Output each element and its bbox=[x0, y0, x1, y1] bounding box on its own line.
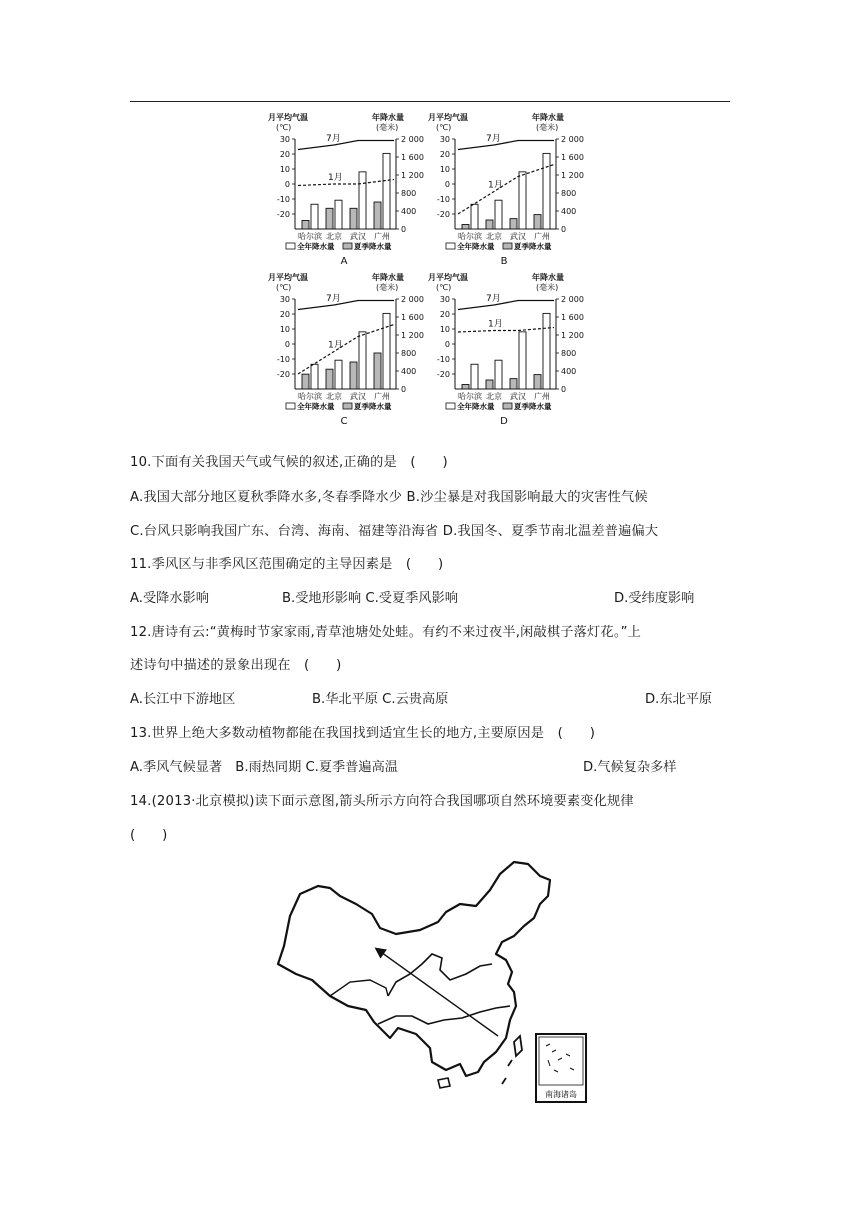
left-axis-title: 月平均气温 bbox=[428, 113, 468, 122]
precip-tick-label: 1 600 bbox=[561, 313, 584, 322]
legend-annual-label: 全年降水量 bbox=[457, 242, 495, 251]
bar-annual bbox=[335, 360, 342, 389]
question-10-options-cd: C.台风只影响我国广东、台湾、海南、福建等沿海省 D.我国冬、夏季节南北温差普遍偏大 bbox=[130, 524, 659, 539]
bar-annual bbox=[495, 200, 502, 229]
precip-tick-label: 2 000 bbox=[561, 295, 584, 304]
temp-tick-label: -20 bbox=[276, 210, 290, 219]
precip-tick-label: 800 bbox=[561, 349, 577, 358]
bar-annual bbox=[335, 200, 342, 229]
right-axis-title: 年降水量 bbox=[372, 113, 404, 122]
precip-tick-label: 1 600 bbox=[401, 313, 424, 322]
category-label: 广州 bbox=[534, 392, 550, 401]
island-dashes bbox=[502, 1060, 512, 1084]
precip-tick-label: 2 000 bbox=[401, 295, 424, 304]
legend-annual-swatch bbox=[286, 243, 295, 249]
temp-tick-label: -10 bbox=[276, 355, 290, 364]
left-axis-title: 月平均气温 bbox=[268, 113, 308, 122]
temp-tick-label: -10 bbox=[276, 195, 290, 204]
july-label: 7月 bbox=[326, 134, 341, 144]
left-axis-unit: (℃) bbox=[276, 283, 292, 292]
bar-summer bbox=[462, 225, 469, 230]
temp-tick-label: 10 bbox=[439, 165, 450, 174]
precip-tick-label: 1 600 bbox=[401, 153, 424, 162]
chart-b bbox=[428, 112, 593, 274]
question-11-option-a: A.受降水影响 bbox=[130, 591, 209, 606]
precip-tick-label: 1 600 bbox=[561, 153, 584, 162]
bar-summer bbox=[510, 379, 517, 389]
left-axis-title: 月平均气温 bbox=[268, 273, 308, 282]
bar-annual bbox=[519, 172, 526, 229]
precip-tick-label: 0 bbox=[401, 385, 407, 394]
temp-tick-label: 30 bbox=[279, 295, 290, 304]
category-label: 武汉 bbox=[350, 232, 366, 241]
jan-temp-line bbox=[458, 328, 554, 333]
category-label: 武汉 bbox=[510, 392, 526, 401]
question-12-option-a: A.长江中下游地区 bbox=[130, 692, 236, 707]
category-label: 哈尔滨 bbox=[298, 392, 322, 401]
left-axis-unit: (℃) bbox=[436, 123, 452, 132]
question-12-options-bc: B.华北平原 C.云贵高原 bbox=[312, 692, 449, 707]
inset-label: 南海诸岛 bbox=[545, 1090, 577, 1099]
bar-summer bbox=[326, 369, 333, 389]
category-label: 武汉 bbox=[510, 232, 526, 241]
precip-tick-label: 400 bbox=[561, 207, 577, 216]
july-label: 7月 bbox=[486, 134, 501, 144]
right-axis-title: 年降水量 bbox=[532, 273, 564, 282]
precip-tick-label: 0 bbox=[401, 225, 407, 234]
temp-tick-label: 30 bbox=[279, 135, 290, 144]
left-axis-unit: (℃) bbox=[276, 123, 292, 132]
question-12-option-d: D.东北平原 bbox=[645, 692, 713, 707]
header-rule bbox=[130, 101, 730, 102]
precip-tick-label: 0 bbox=[561, 225, 567, 234]
legend-annual-label: 全年降水量 bbox=[297, 402, 335, 411]
hainan-island bbox=[438, 1078, 450, 1088]
legend-annual-swatch bbox=[446, 403, 455, 409]
bar-summer bbox=[462, 385, 469, 390]
taiwan-island bbox=[514, 1036, 522, 1056]
chart-letter: B bbox=[500, 256, 508, 267]
legend-annual-label: 全年降水量 bbox=[297, 242, 335, 251]
july-temp-line bbox=[298, 141, 394, 150]
china-outline bbox=[278, 862, 550, 1076]
temp-tick-label: 0 bbox=[444, 180, 450, 189]
bar-annual bbox=[495, 360, 502, 389]
right-axis-title: 年降水量 bbox=[372, 273, 404, 282]
chart-letter: C bbox=[340, 416, 348, 427]
category-label: 哈尔滨 bbox=[298, 232, 322, 241]
chart-svg bbox=[268, 272, 433, 434]
temp-tick-label: 20 bbox=[439, 310, 450, 319]
question-14-line2: ( ) bbox=[130, 828, 168, 843]
bar-annual bbox=[383, 313, 390, 389]
chart-c bbox=[268, 272, 433, 434]
jan-temp-line bbox=[298, 180, 394, 186]
legend-summer-label: 夏季降水量 bbox=[514, 402, 552, 411]
precip-tick-label: 1 200 bbox=[561, 331, 584, 340]
temp-tick-label: 0 bbox=[284, 340, 290, 349]
question-12-line2: 述诗句中描述的景象出现在 ( ) bbox=[130, 658, 342, 673]
temp-tick-label: 20 bbox=[439, 150, 450, 159]
temp-tick-label: 20 bbox=[279, 150, 290, 159]
right-axis-unit: (毫米) bbox=[376, 283, 399, 292]
question-13: 13.世界上绝大多数动植物都能在我国找到适宜生长的地方,主要原因是 ( ) bbox=[130, 726, 596, 741]
question-11: 11.季风区与非季风区范围确定的主导因素是 ( ) bbox=[130, 557, 444, 572]
precip-tick-label: 400 bbox=[401, 207, 417, 216]
bar-annual bbox=[311, 204, 318, 229]
category-label: 北京 bbox=[486, 232, 502, 241]
chart-svg bbox=[428, 272, 593, 434]
chart-letter: D bbox=[500, 416, 508, 427]
yangtze-river bbox=[378, 1006, 510, 1024]
bar-summer bbox=[510, 219, 517, 229]
precip-tick-label: 2 000 bbox=[561, 135, 584, 144]
chart-a bbox=[268, 112, 433, 274]
inner-boundary bbox=[330, 980, 388, 996]
jan-label: 1月 bbox=[328, 173, 343, 183]
bar-annual bbox=[311, 364, 318, 389]
temp-tick-label: 10 bbox=[279, 325, 290, 334]
legend-annual-swatch bbox=[446, 243, 455, 249]
precip-tick-label: 400 bbox=[561, 367, 577, 376]
right-axis-unit: (毫米) bbox=[536, 123, 559, 132]
chart-svg bbox=[428, 112, 593, 274]
question-10-options-ab: A.我国大部分地区夏秋季降水多,冬春季降水少 B.沙尘暴是对我国影响最大的灾害性气候 bbox=[130, 490, 648, 505]
left-axis-unit: (℃) bbox=[436, 283, 452, 292]
china-map bbox=[270, 856, 590, 1106]
precip-tick-label: 400 bbox=[401, 367, 417, 376]
temp-tick-label: 10 bbox=[439, 325, 450, 334]
bar-summer bbox=[350, 362, 357, 389]
precip-tick-label: 0 bbox=[561, 385, 567, 394]
right-axis-unit: (毫米) bbox=[376, 123, 399, 132]
category-label: 广州 bbox=[374, 232, 390, 241]
jan-label: 1月 bbox=[328, 340, 343, 351]
precip-tick-label: 2 000 bbox=[401, 135, 424, 144]
bar-annual bbox=[543, 313, 550, 389]
left-axis-title: 月平均气温 bbox=[428, 273, 468, 282]
bar-summer bbox=[534, 215, 541, 229]
bar-annual bbox=[471, 364, 478, 389]
question-12-line1: 12.唐诗有云:“黄梅时节家家雨,青草池塘处处蛙。有约不来过夜半,闲敲棋子落灯花。”上 bbox=[130, 625, 642, 640]
category-label: 哈尔滨 bbox=[458, 232, 482, 241]
legend-annual-label: 全年降水量 bbox=[457, 402, 495, 411]
chart-letter: A bbox=[340, 256, 348, 267]
legend-summer-swatch bbox=[503, 403, 512, 409]
bar-summer bbox=[374, 353, 381, 389]
bar-annual bbox=[543, 153, 550, 229]
bar-summer bbox=[326, 208, 333, 229]
bar-summer bbox=[486, 380, 493, 389]
legend-summer-swatch bbox=[503, 243, 512, 249]
temp-tick-label: -20 bbox=[276, 370, 290, 379]
temp-tick-label: -10 bbox=[436, 355, 450, 364]
bar-summer bbox=[302, 374, 309, 389]
precip-tick-label: 1 200 bbox=[401, 171, 424, 180]
chart-d bbox=[428, 272, 593, 434]
legend-summer-swatch bbox=[343, 243, 352, 249]
question-13-option-d: D.气候复杂多样 bbox=[583, 760, 677, 775]
bar-annual bbox=[359, 332, 366, 389]
bar-annual bbox=[359, 172, 366, 229]
question-11-options-bc: B.受地形影响 C.受夏季风影响 bbox=[282, 591, 458, 606]
bar-annual bbox=[519, 332, 526, 389]
bar-summer bbox=[486, 220, 493, 229]
category-label: 广州 bbox=[374, 392, 390, 401]
category-label: 北京 bbox=[486, 392, 502, 401]
july-temp-line bbox=[298, 301, 394, 310]
bar-annual bbox=[383, 153, 390, 229]
category-label: 北京 bbox=[326, 392, 342, 401]
category-label: 哈尔滨 bbox=[458, 392, 482, 401]
chart-svg bbox=[268, 112, 433, 274]
temp-tick-label: 0 bbox=[284, 180, 290, 189]
temp-tick-label: -10 bbox=[436, 195, 450, 204]
temp-tick-label: 20 bbox=[279, 310, 290, 319]
temp-tick-label: 0 bbox=[444, 340, 450, 349]
bar-summer bbox=[374, 202, 381, 229]
question-13-options-abc: A.季风气候显著 B.雨热同期 C.夏季普遍高温 bbox=[130, 760, 398, 775]
question-14-line1: 14.(2013·北京模拟)读下面示意图,箭头所示方向符合我国哪项自然环境要素变化规律 bbox=[130, 794, 634, 809]
jan-label: 1月 bbox=[488, 319, 503, 330]
category-label: 武汉 bbox=[350, 392, 366, 401]
temp-tick-label: 30 bbox=[439, 295, 450, 304]
bar-annual bbox=[471, 204, 478, 229]
precip-tick-label: 800 bbox=[401, 189, 417, 198]
direction-arrow bbox=[378, 950, 498, 1036]
bar-summer bbox=[302, 220, 309, 229]
temp-tick-label: 30 bbox=[439, 135, 450, 144]
legend-summer-label: 夏季降水量 bbox=[514, 242, 552, 251]
legend-summer-label: 夏季降水量 bbox=[354, 242, 392, 251]
july-label: 7月 bbox=[326, 294, 341, 304]
july-temp-line bbox=[458, 141, 554, 150]
legend-summer-swatch bbox=[343, 403, 352, 409]
jan-label: 1月 bbox=[488, 180, 503, 191]
legend-summer-label: 夏季降水量 bbox=[354, 402, 392, 411]
category-label: 北京 bbox=[326, 232, 342, 241]
precip-tick-label: 1 200 bbox=[561, 171, 584, 180]
temp-tick-label: -20 bbox=[436, 370, 450, 379]
right-axis-unit: (毫米) bbox=[536, 283, 559, 292]
precip-tick-label: 1 200 bbox=[401, 331, 424, 340]
july-label: 7月 bbox=[486, 294, 501, 304]
bar-summer bbox=[350, 208, 357, 229]
question-10: 10.下面有关我国天气或气候的叙述,正确的是 ( ) bbox=[130, 455, 448, 470]
july-temp-line bbox=[458, 301, 554, 310]
china-map-svg bbox=[270, 856, 590, 1106]
bar-summer bbox=[534, 375, 541, 389]
category-label: 广州 bbox=[534, 232, 550, 241]
temp-tick-label: 10 bbox=[279, 165, 290, 174]
temp-tick-label: -20 bbox=[436, 210, 450, 219]
yellow-river bbox=[388, 954, 492, 996]
legend-annual-swatch bbox=[286, 403, 295, 409]
precip-tick-label: 800 bbox=[401, 349, 417, 358]
question-11-option-d: D.受纬度影响 bbox=[614, 591, 695, 606]
right-axis-title: 年降水量 bbox=[532, 113, 564, 122]
precip-tick-label: 800 bbox=[561, 189, 577, 198]
